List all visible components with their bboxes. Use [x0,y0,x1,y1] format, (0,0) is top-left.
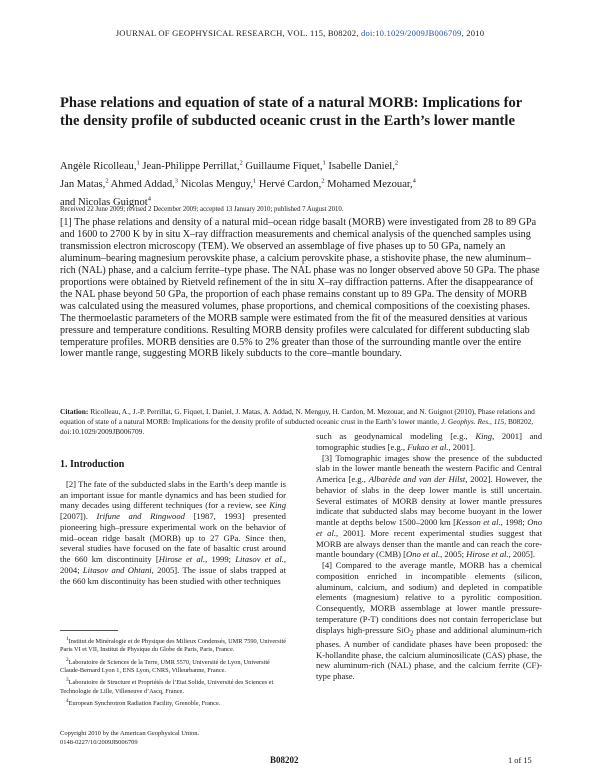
footnote: $^2$Laboratoire de Sciences de la Terre, UMR 5570, Université de Lyon, Université Claude-Bernard Lyon 1, ENS Lyon, CNRS, Villeurbanne, France. [60,656,270,675]
citation-ref: Ono et al. [405,549,441,560]
author: Ahmed Addad,$^3$ [110,177,179,190]
author: Jan Matas,$^2$ [60,177,109,190]
running-header [0,28,600,38]
column-right [316,431,542,682]
citation-ref: King [269,500,286,511]
footnote: $^4$European Synchrotron Radiation Facility, Grenoble, France. [66,698,221,708]
article-id: B08202 [270,755,299,765]
citation-authors: Ricolleau, A., J.-P. Perrillat, G. Fiquet, I. Daniel, J. Matas, A. Addad, N. Menguy, H. Cardon, M. Mezouar, and N. Guignot (2010), Phase relations and equation of state of a natural MORB: Implications for the density profile of subducted oceanic crust in the Earth’s lower mantle, [60,407,535,427]
citation-ref: Ono et al. [316,517,542,538]
abstract [60,217,542,360]
citation-ref: Irifune and Ringwood [96,511,185,521]
header-year: 2010 [466,28,485,38]
paper-title: Phase relations and equation of state of a natural MORB: Implications for the density profile of subducted oceanic crust in the Earth’s lower mantle [60,95,523,130]
citation-ref: King [475,431,493,441]
body-paragraph: [2] The fate of the subducted slabs in the Earth’s deep mantle is an important issue for mantle dynamics and has been studied for many decades using different techniques (for a review, see King [2007]). Irifune and Ringwood [1987, 1993] presented pioneering high–pressure experimental work on the behavior of mid–ocean ridge basalt (MORB) up to 27 GPa. Since then, several studies have focused on the fate of basaltic crust around the 660 km discontinuity [Hirose et al., 1999; Litasov et al., 2004; Litasov and Ohtani, 2005]. The issue of slabs trapped at the 660 km discontinuity has been studied with other techniques [60,478,287,586]
journal-name: JOURNAL OF GEOPHYSICAL RESEARCH, VOL. 115, B08202, [115,28,359,38]
author: Mohamed Mezouar,$^4$ [327,177,416,190]
footnote-rule [60,630,118,631]
doi-link[interactable]: doi:10.1029/2009JB006709, [360,28,464,38]
author: Hervé Cardon,$^2$ [258,177,325,190]
abstract-text: The phase relations and density of a natural mid–ocean ridge basalt (MORB) were investigated from 28 to 89 GPa and 1600 to 2700 K by in situ X–ray diffraction measurements and chemical analysis of the quenched samples using transmission electron microscopy (TEM). We observed an assemblage of five phases up to 50 GPa, namely an aluminum–bearing magnesium perovskite phase, a calcium perovskite phase, a stishovite phase, the new aluminum–rich (NAL) phase, and a calcium ferrite–type phase. The NAL phase was no longer observed above 50 GPa. The phase proportions were obtained by Rietveld refinement of the in situ X–ray diffraction patterns. After the disappearance of the NAL phase beyond 50 GPa, the proportion of each phase remains constant up to 89 GPa. The density of MORB was calculated using the measured volumes, phase proportions, and chemical compositions of the coexisting phases. The thermoelastic parameters of the MORB sample were estimated from the fit of the measured densities at various pressure and temperature conditions. Resulting MORB density profiles were calculated for different subducting slab temperature profiles. MORB densities are 0.5% to 2% greater than those of the surrounding mantle over the entire lower mantle range, suggesting MORB likely subducts to the core–mantle boundary. [60,217,540,360]
author: Isabelle Daniel,$^2$ [328,159,399,172]
author: Nicolas Menguy,$^1$ [180,177,257,190]
page-number: 1 of 15 [508,756,532,765]
author: and Nicolas Guignot$^4$ [60,195,151,208]
section-heading: 1. Introduction [60,459,125,470]
citation-ref: B08202, doi:10.1029/2009JB006709. [60,417,534,437]
column-left [60,460,286,586]
author: Jean-Philippe Perrillat,$^2$ [142,159,243,172]
citation-journal: J. Geophys. Res., 115, [440,417,507,427]
affiliations-footnotes [60,630,286,709]
footnote: $^3$Laboratoire de Structure et Propriétés de l’Etat Solide, Université des Sciences et Technologie de Lille, Villeneuve d’Ascq, France. [60,677,274,695]
citation-ref: Kesson et al. [455,517,501,527]
citation-ref: Litasov and Ohtani [82,564,152,575]
citation-ref: Fukao et al. [407,441,449,452]
body-paragraph: such as geodynamical modeling [e.g., King, 2001] and tomographic studies [e.g., Fukao et al., 2001]. [316,431,543,452]
copyright-notice: Copyright 2010 by the American Geophysical Union. 0148-0227/10/2009JB006709 [60,730,200,746]
paragraph-marker: [1] [60,217,72,228]
citation-ref: Hirose et al. [466,549,509,560]
body-paragraph: [3] Tomographic images show the presence of the subducted slab in the lower mantle beneath the western Pacific and Central America [e.g., Albarède and van der Hilst, 2002]. However, the behavior of slabs in the deep lower mantle is still uncertain. Several estimates of MORB density at lower mantle pressures indicate that subducted slabs may become buoyant in the lower mantle at depths below 1500–2000 km [Kesson et al., 1998; Ono et al., 2001]. More recent experimental studies suggest that MORB are always denser than the mantle and can reach the core-mantle boundary (CMB) [Ono et al., 2005; Hirose et al., 2005]. [316,452,543,560]
author: Angèle Ricolleau,$^1$ [60,159,140,172]
citation-ref: Litasov et al. [235,554,284,564]
footnote: $^1$Institut de Minéralogie et de Physique des Milieux Condensés, UMR 7590, Université Paris VI et VII, Institut de Physique du Globe de Paris, Paris, France. [60,636,287,654]
body-paragraph: [4] Compared to the average mantle, MORB has a chemical composition enriched in incompatible elements (silicon, aluminum, calcium, and sodium) and depleted in compatible elements (magnesium) relative to a pyrolitic composition. Consequently, MORB assemblage at lower mantle pressure-temperature (P-T) conditions does not contain ferropericlase but displays high-pressure SiO$_2$ phase and additional aluminum-rich phases. A number of candidate phases have been proposed: the K-hollandite phase, the calcium aluminosilicate (CAS) phase, the new aluminum-rich (NAL) phase, and the calcium ferrite (CF)-type phase. [316,560,542,682]
author: Guillaume Fiquet,$^1$ [245,159,326,172]
author-list [60,156,530,210]
citation-ref: Hirose et al. [158,554,206,564]
citation-ref: Albarède and van der Hilst [368,474,466,484]
received-dates: Received 22 June 2009; revised 2 December 2009; accepted 13 January 2010; published 7 August 2010. [60,206,344,213]
citation-label: Citation: [60,407,89,416]
